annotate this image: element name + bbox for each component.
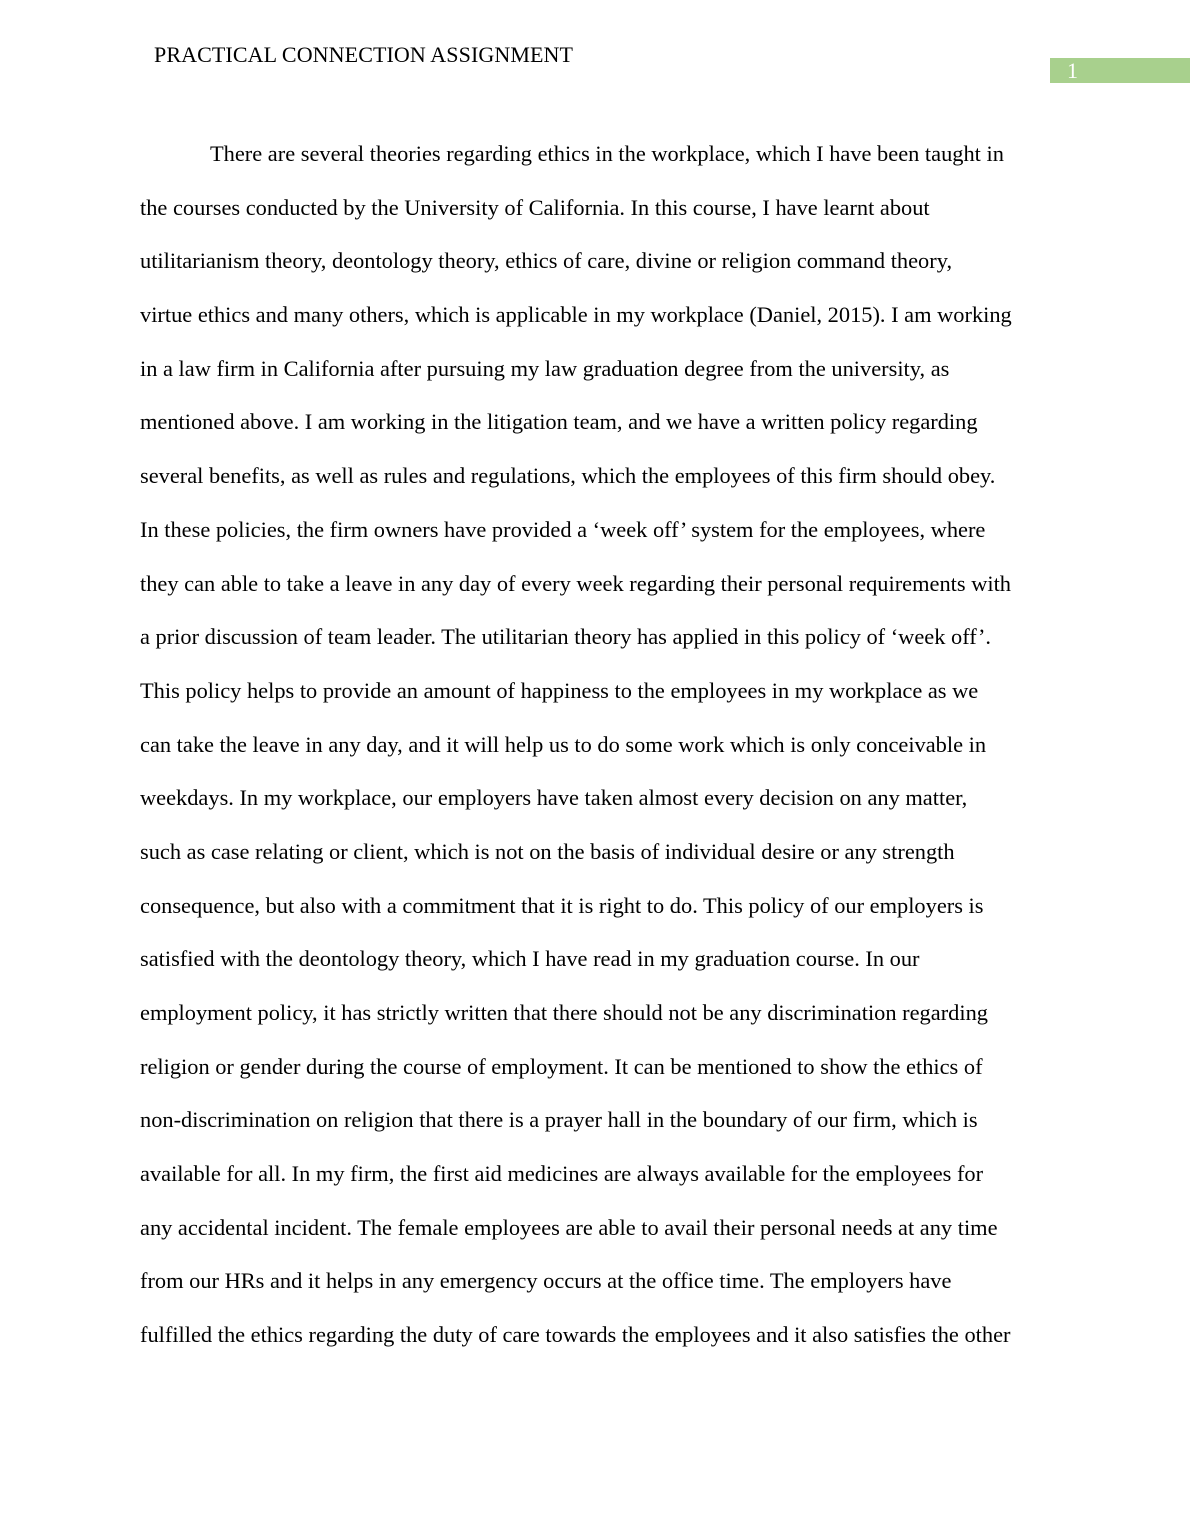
paragraph-line: consequence, but also with a commitment that it is right to do. This policy of our employers is [140,892,984,918]
paragraph-line: from our HRs and it helps in any emergency occurs at the office time. The employers have [140,1268,952,1294]
paragraph-line: This policy helps to provide an amount of happiness to the employees in my workplace as we [140,677,979,703]
paragraph-line: the courses conducted by the University of California. In this course, I have learnt about [140,194,930,220]
paragraph-line: they can able to take a leave in any day of every week regarding their personal requirements with [140,570,1012,596]
paragraph-line: a prior discussion of team leader. The utilitarian theory has applied in this policy of ‘week off’. [140,624,992,650]
paragraph-line: can take the leave in any day, and it will help us to do some work which is only conceivable in [140,731,987,757]
paragraph-line: available for all. In my firm, the first aid medicines are always available for the employees for [140,1161,984,1187]
paragraph-line: religion or gender during the course of employment. It can be mentioned to show the ethics of [140,1053,983,1079]
paragraph-line: utilitarianism theory, deontology theory, ethics of care, divine or religion command theory, [140,248,953,274]
paragraph-line: fulfilled the ethics regarding the duty of care towards the employees and it also satisfies the other [140,1322,1011,1348]
paragraph-line: several benefits, as well as rules and regulations, which the employees of this firm should obey. [140,463,996,489]
paragraph-line: weekdays. In my workplace, our employers have taken almost every decision on any matter, [140,785,968,811]
page-number: 1 [1067,58,1078,83]
paragraph-line: There are several theories regarding ethics in the workplace, which I have been taught in [210,141,1004,166]
paragraph-line: non-discrimination on religion that there is a prayer hall in the boundary of our firm, which is [140,1107,978,1133]
paragraph-line: employment policy, it has strictly written that there should not be any discrimination regarding [140,1000,988,1025]
paragraph-line: in a law firm in California after pursuing my law graduation degree from the university, as [140,355,950,381]
paragraph-line: mentioned above. I am working in the litigation team, and we have a written policy regarding [140,409,978,435]
paragraph-line: satisfied with the deontology theory, which I have read in my graduation course. In our [140,946,920,972]
page-number-badge [1050,58,1190,83]
paragraph-line: any accidental incident. The female employees are able to avail their personal needs at any time [140,1214,998,1240]
paragraph-line: In these policies, the firm owners have provided a ‘week off’ system for the employees, where [140,516,986,542]
paragraph-line: such as case relating or client, which is not on the basis of individual desire or any strength [140,838,955,864]
body-paragraph [140,127,1060,1362]
running-head: PRACTICAL CONNECTION ASSIGNMENT [154,42,574,67]
paragraph-line: virtue ethics and many others, which is applicable in my workplace (Daniel, 2015). I am working [140,302,1012,328]
